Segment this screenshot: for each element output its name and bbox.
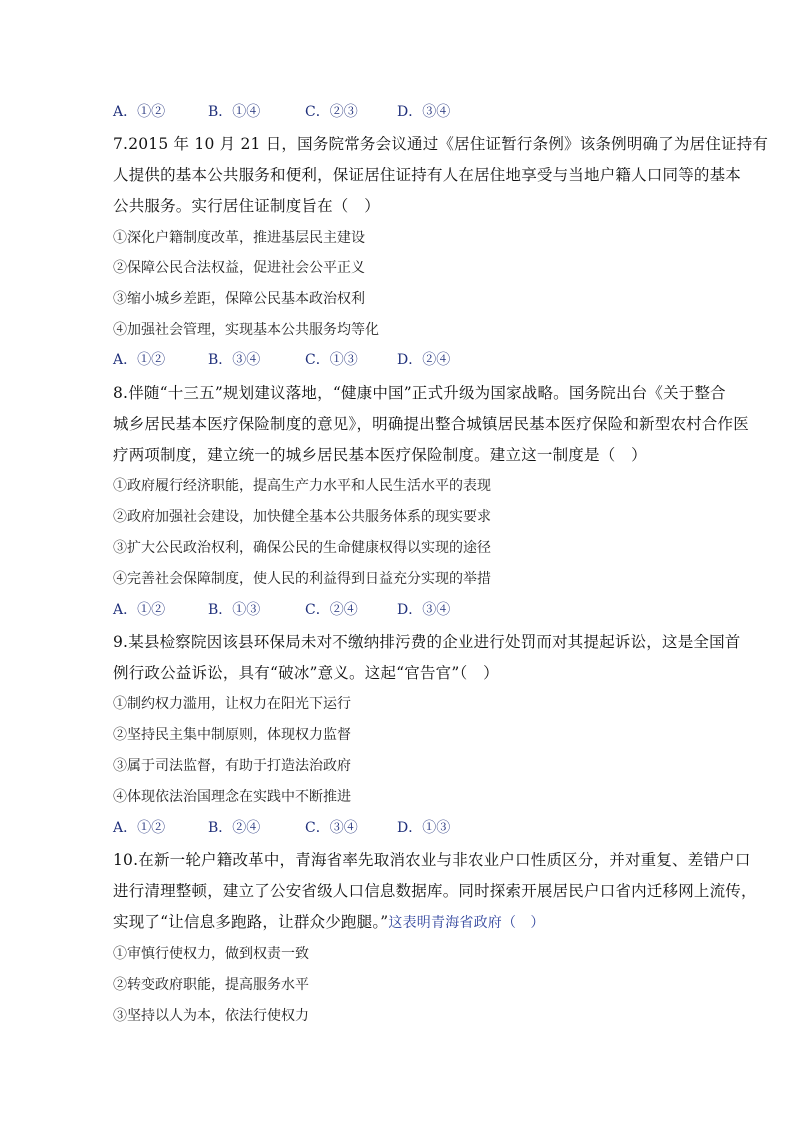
q9-option-4: ④体现依法治国理念在实践中不断推进 [113, 789, 351, 805]
q10-option-2: ②转变政府职能，提高服务水平 [113, 977, 309, 993]
q7-answer-c: C．①③ [305, 352, 358, 368]
q9-option-3: ③属于司法监督，有助于打造法治政府 [113, 758, 351, 774]
q9-answer-a: A．①② [113, 820, 166, 836]
q8-answer-b: B．①③ [208, 602, 261, 618]
q6-answer-c: C．②③ [305, 104, 358, 120]
q6-answer-d: D．③④ [397, 104, 451, 120]
q7-option-1: ①深化户籍制度改革，推进基层民主建设 [113, 230, 365, 246]
q6-answer-a: A．①② [113, 104, 166, 120]
q7-option-2: ②保障公民合法权益，促进社会公平正义 [113, 260, 365, 276]
q8-stem-line-1: 8.伴随“十三五”规划建议落地，“健康中国”正式升级为国家战略。国务院出台《关于整合 [113, 384, 726, 402]
q10-stem-line-2: 进行清理整顿，建立了公安省级人口信息数据库。同时探索开展居民户口省内迁移网上流传， [113, 882, 757, 900]
q9-option-2: ②坚持民主集中制原则，体现权力监督 [113, 727, 351, 743]
q9-answer-c: C．③④ [305, 820, 358, 836]
q7-stem-line-3: 公共服务。实行居住证制度旨在（ ） [113, 197, 380, 215]
q8-answer-d: D．③④ [397, 602, 451, 618]
q8-option-4: ④完善社会保障制度，使人民的利益得到日益充分实现的举措 [113, 571, 491, 587]
q7-option-4: ④加强社会管理，实现基本公共服务均等化 [113, 322, 379, 338]
q8-option-3: ③扩大公民政治权利，确保公民的生命健康权得以实现的途径 [113, 540, 491, 556]
q6-answer-row [113, 102, 450, 122]
q10-option-3: ③坚持以人为本，依法行使权力 [113, 1008, 309, 1024]
q9-answer-b: B．②④ [208, 820, 261, 836]
q8-answer-row [113, 600, 450, 620]
q9-option-1: ①制约权力滥用，让权力在阳光下运行 [113, 696, 351, 712]
q8-stem-line-3: 疗两项制度，建立统一的城乡居民基本医疗保险制度。建立这一制度是（ ） [113, 446, 647, 464]
q6-answer-b: B．①④ [208, 104, 261, 120]
q7-answer-a: A．①② [113, 352, 166, 368]
q7-stem-line-1: 7.2015 年 10 月 21 日，国务院常务会议通过《居住证暂行条例》该条例明确了为居住证持有 [113, 135, 769, 153]
q7-answer-b: B．③④ [208, 352, 261, 368]
q10-option-1: ①审慎行使权力，做到权责一致 [113, 946, 309, 962]
q10-stem-quote: 实现了“让信息多跑路，让群众少跑腿。” [113, 913, 389, 931]
q10-stem-question: 这表明青海省政府（ ） [388, 915, 545, 931]
q8-option-1: ①政府履行经济职能，提高生产力水平和人民生活水平的表现 [113, 478, 491, 494]
q8-option-2: ②政府加强社会建设，加快健全基本公共服务体系的现实要求 [113, 509, 491, 525]
q7-answer-row [113, 350, 450, 370]
q9-answer-d: D．①③ [397, 820, 451, 836]
q9-answer-row [113, 818, 450, 838]
q8-stem-line-2: 城乡居民基本医疗保险制度的意见》，明确提出整合城镇居民基本医疗保险和新型农村合作医 [113, 415, 749, 433]
q9-stem-line-2: 例行政公益诉讼，具有“破冰”意义。这起“官告官”（ ） [113, 664, 499, 682]
q7-answer-d: D．②④ [397, 352, 451, 368]
q8-answer-c: C．②④ [305, 602, 358, 618]
q8-answer-a: A．①② [113, 602, 166, 618]
q7-option-3: ③缩小城乡差距，保障公民基本政治权利 [113, 291, 365, 307]
q10-stem-line-3 [113, 912, 545, 933]
q9-stem-line-1: 9.某县检察院因该县环保局未对不缴纳排污费的企业进行处罚而对其提起诉讼，这是全国首 [113, 633, 741, 651]
q10-stem-line-1: 10.在新一轮户籍改革中，青海省率先取消农业与非农业户口性质区分，并对重复、差错户口 [113, 851, 751, 869]
q7-stem-line-2: 人提供的基本公共服务和便利，保证居住证持有人在居住地享受与当地户籍人口同等的基本 [113, 166, 742, 184]
